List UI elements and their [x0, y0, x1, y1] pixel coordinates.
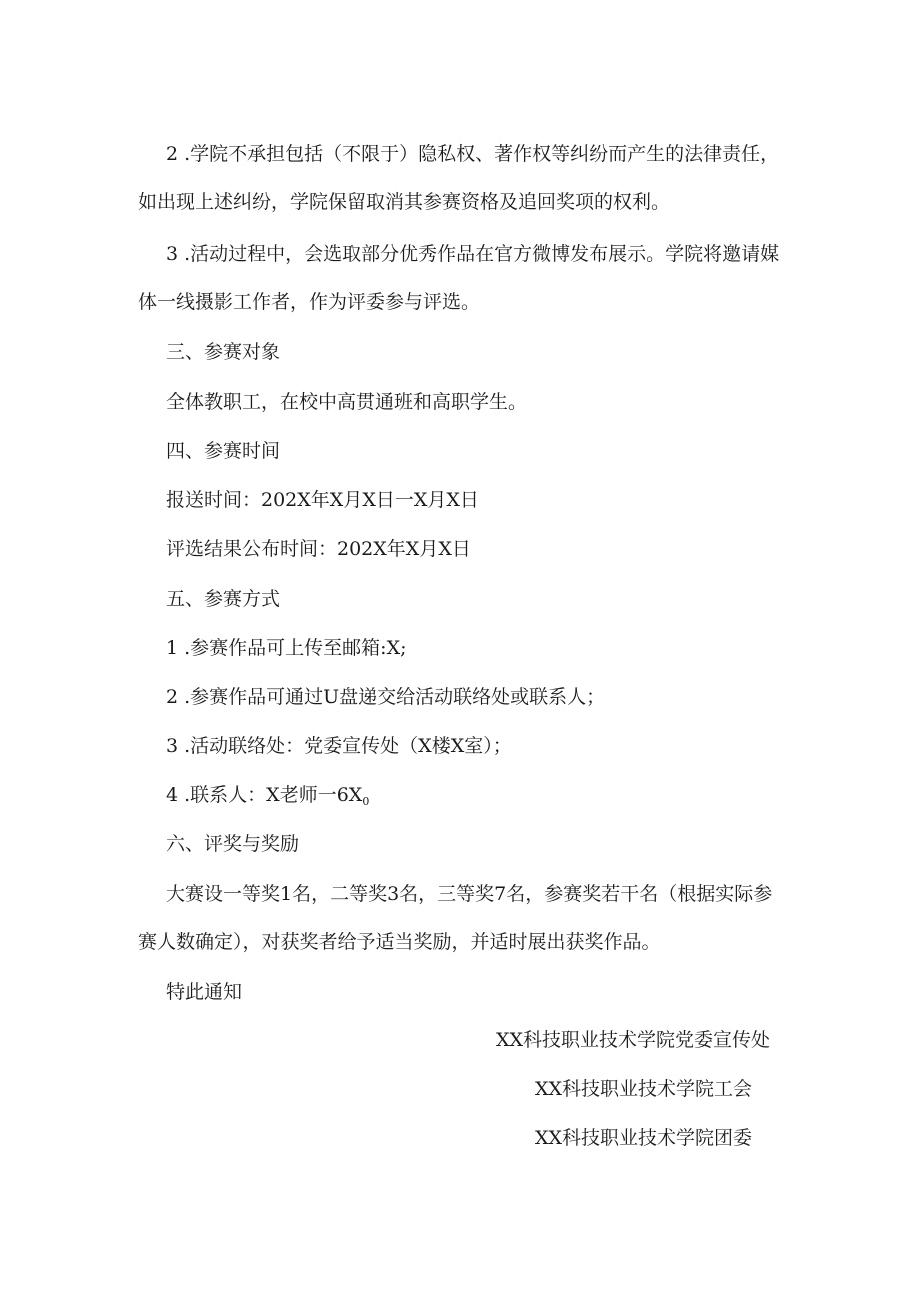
section-4-heading: 四、参赛时间: [166, 440, 281, 462]
contact-text: 4 .联系人：X老师一6X: [166, 784, 363, 806]
signature-union: XX科技职业技术学院工会: [535, 1078, 753, 1100]
clause-3: 3 .活动过程中，会选取部分优秀作品在官方微博发布展示。学院将邀请媒体一线摄影工作者，作为评委参与评选。: [138, 243, 780, 313]
method-item-1: 1 .参赛作品可上传至邮箱:X;: [166, 637, 407, 659]
closing-text: 特此通知: [166, 981, 243, 1003]
method-item-3: 3 .活动联络处：党委宣传处（X楼X室）；: [166, 735, 512, 757]
method-item-4: [166, 783, 369, 807]
section-3-body: 全体教职工，在校中高贯通班和高职学生。: [166, 391, 528, 413]
submit-time: 报送时间：202X年X月X日一X月X日: [166, 489, 479, 511]
contact-subscript: 0: [362, 795, 370, 808]
result-time: 评选结果公布时间：202X年X月X日: [166, 538, 471, 560]
section-6-body: 大赛设一等奖1名，二等奖3名，三等奖7名，参赛奖若干名（根据实际参赛人数确定），对获奖者给予适当奖励，并适时展出获奖作品。: [138, 883, 773, 953]
section-6-heading: 六、评奖与奖励: [166, 833, 300, 855]
section-5-heading: 五、参赛方式: [166, 588, 281, 610]
signature-propaganda-dept: XX科技职业技术学院党委宣传处: [496, 1029, 771, 1051]
section-3-heading: 三、参赛对象: [166, 341, 281, 363]
clause-2: 2 .学院不承担包括（不限于）隐私权、著作权等纠纷而产生的法律责任，如出现上述纠纷，学院保留取消其参赛资格及追回奖项的权利。: [138, 143, 780, 213]
signature-youth-league: XX科技职业技术学院团委: [535, 1127, 753, 1149]
method-item-2: 2 .参赛作品可通过U盘递交给活动联络处或联系人；: [166, 686, 606, 708]
